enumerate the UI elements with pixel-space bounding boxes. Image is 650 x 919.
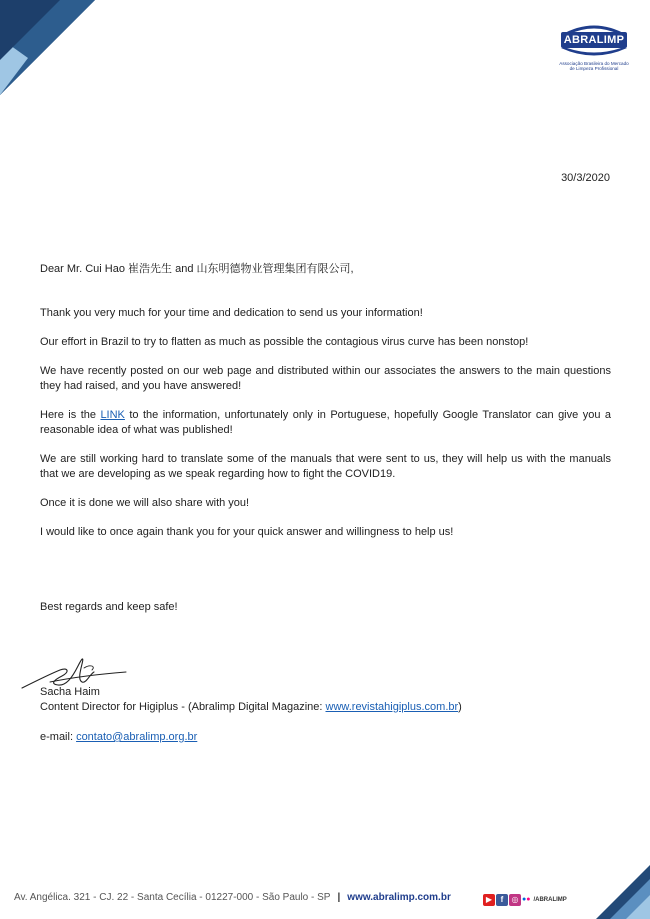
paragraph-4	[40, 408, 611, 438]
signer-name: Sacha Haim	[40, 686, 100, 698]
paragraph-4-after: to the information, unfortunately only in Portuguese, hopefully Google Translator can give you a reasonable idea of what was published!	[40, 409, 611, 436]
instagram-icon[interactable]: ◎	[509, 894, 521, 906]
paragraph-6	[40, 496, 611, 511]
youtube-icon[interactable]: ▶	[483, 894, 495, 906]
abralimp-logo	[558, 22, 630, 71]
signer-title-before: Content Director for Higiplus - (Abralimp Digital Magazine:	[40, 701, 326, 713]
paragraph-3	[40, 364, 611, 394]
paragraph-4-before: Here is the	[40, 409, 101, 421]
closing	[40, 600, 611, 615]
salutation	[40, 262, 611, 277]
salutation-text: Dear Mr. Cui Hao 崔浩先生 and 山东明德物业管理集团有限公司,	[40, 263, 354, 275]
corner-decoration-top-left	[0, 0, 95, 95]
logo-wordmark: ABRALIMP	[561, 32, 627, 48]
social-handle: /ABRALIMP	[533, 896, 567, 903]
email-line	[40, 731, 197, 743]
magazine-link[interactable]: www.revistahigiplus.com.br	[325, 701, 459, 713]
info-link[interactable]: LINK	[100, 409, 125, 421]
paragraph-7	[40, 525, 611, 540]
letter-date: 30/3/2020	[561, 172, 610, 184]
corner-decoration-bottom-right	[596, 865, 650, 919]
social-links	[483, 891, 567, 905]
email-label: e-mail:	[40, 731, 77, 743]
paragraph-3-text: We have recently posted on our web page and distributed within our associates the answers to the main questions they had raised, and you have answered!	[40, 365, 611, 392]
logo-badge	[559, 22, 629, 60]
paragraph-2-text: Our effort in Brazil to try to flatten as much as possible the contagious virus curve has been nonstop!	[40, 336, 529, 348]
signer-title-after: )	[458, 701, 462, 713]
footer	[14, 892, 484, 903]
paragraph-1	[40, 306, 611, 321]
signer-title	[40, 701, 462, 713]
paragraph-5-text: We are still working hard to translate some of the manuals that were sent to us, they will help us with the manuals that we are developing as we speak regarding how to fight the COVID19.	[40, 453, 611, 480]
paragraph-5	[40, 452, 611, 482]
paragraph-6-text: Once it is done we will also share with you!	[40, 497, 250, 509]
closing-text: Best regards and keep safe!	[40, 601, 178, 613]
email-link[interactable]: contato@abralimp.org.br	[76, 731, 198, 743]
logo-tagline: Associação Brasileira do Mercado de Limpeza Profissional	[559, 61, 629, 72]
footer-separator: |	[337, 892, 341, 903]
logo-swoosh-bottom	[559, 47, 629, 59]
paragraph-4-text	[40, 408, 611, 438]
flickr-icon[interactable]: ●●	[522, 895, 531, 903]
footer-website[interactable]: www.abralimp.com.br	[347, 892, 451, 903]
paragraph-1-text: Thank you very much for your time and dedication to send us your information!	[40, 307, 423, 319]
paragraph-2	[40, 335, 611, 350]
paragraph-7-text: I would like to once again thank you for your quick answer and willingness to help us!	[40, 526, 454, 538]
footer-address: Av. Angélica. 321 - CJ. 22 - Santa Cecília - 01227-000 - São Paulo - SP	[14, 892, 331, 903]
facebook-icon[interactable]: f	[496, 894, 508, 906]
